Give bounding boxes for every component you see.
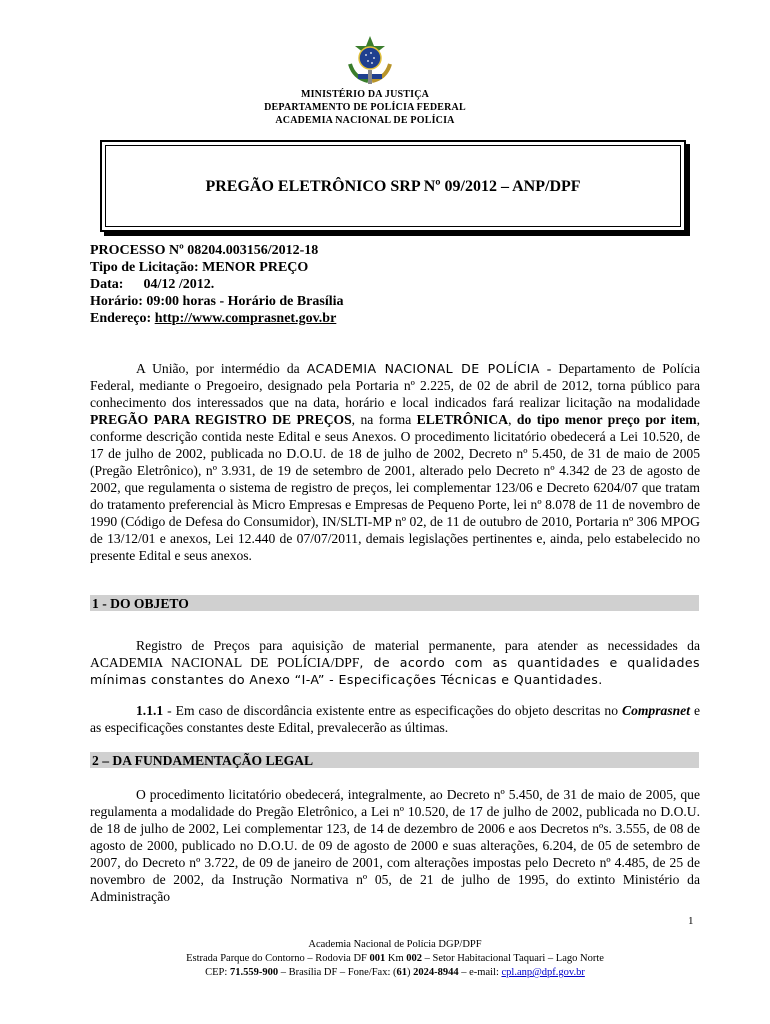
objeto-paragraph: Registro de Preços para aquisição de material permanente, para atender as necessidades da ACADEMIA NACIONAL DE POLÍCIA/DPF, de acordo com as quantidades e qualidades mínimas constantes do Anexo “I-A” - Especificações Técnicas e Quantidades. bbox=[90, 638, 700, 687]
document-title: PREGÃO ELETRÔNICO SRP Nº 09/2012 – ANP/DPF bbox=[205, 178, 581, 195]
header-line-department: DEPARTAMENTO DE POLÍCIA FEDERAL bbox=[264, 102, 466, 113]
modality-name: PREGÃO PARA REGISTRO DE PREÇOS bbox=[90, 412, 352, 427]
section-heading-objeto: 1 - DO OBJETO bbox=[90, 595, 699, 611]
footer-line-3: CEP: 71.559-900 – Brasília DF – Fone/Fax: (61) 2024-8944 – e-mail: cpl.anp@dpf.gov.br bbox=[205, 967, 585, 978]
objeto-item-1-1-1: 1.1.1 - Em caso de discordância existente entre as especificações do objeto descritas no Comprasnet e as especificações constantes deste Edital, prevalecerão as últimas. bbox=[90, 703, 700, 735]
section-heading-fundamentacao: 2 – DA FUNDAMENTAÇÃO LEGAL bbox=[90, 752, 699, 768]
address-label: Endereço: bbox=[90, 311, 155, 326]
fundamentacao-paragraph: O procedimento licitatório obedecerá, integralmente, ao Decreto nº 5.450, de 31 de maio de 2005, que regulamenta a modalidade do Pregão Eletrônico, a Lei nº 10.520, de 17 de julho de 2002, publicada no D.O.U. de 18 de julho de 2002, Lei complementar 123, de 14 de dezembro de 2006 e aos Decretos nºs. 3.555, de 08 de agosto de 2000, publicado no D.O.U. de 09 de agosto de 2000 e suas alterações, 6.204, de 05 de setembro de 2007, do Decreto nº 3.722, de 09 de janeiro de 2001, com alterações impostas pelo Decreto nº 4.485, de 25 de novembro de 2002, da Instrução Normativa nº 05, de 21 de julho de 1995, do extinto Ministério da Administração bbox=[90, 787, 700, 904]
comprasnet-link[interactable]: http://www.comprasnet.gov.br bbox=[154, 311, 337, 326]
title-box bbox=[100, 140, 686, 232]
header-line-ministry: MINISTÉRIO DA JUSTIÇA bbox=[300, 89, 430, 100]
intro-paragraph: A União, por intermédio da ACADEMIA NACIONAL DE POLÍCIA - Departamento de Polícia Federal, mediante o Pregoeiro, designado pela Portaria nº 2.225, de 02 de abril de 2012, torna público para conhecimento dos interessados que na data, horário e local indicados fará realizar licitação na modalidade PREGÃO PARA REGISTRO DE PREÇOS, na forma ELETRÔNICA, do tipo menor preço por item, conforme descrição contida neste Edital e seus Anexos. O procedimento licitatório obedecerá a Lei 10.520, de 17 de julho de 2002, publicada no D.O.U. de 18 de julho de 2002, Decreto nº 5.450, de 31 de maio de 2005 (Pregão Eletrônico), nº 3.931, de 19 de setembro de 2001, alterado pelo Decreto nº 4.342 de 23 de agosto de 2002, que regulamenta o sistema de registro de preços, lei complementar 123/06 e Decreto 6204/07 que tratam do tratamento preferencial às Micro Empresas e Empresas de Pequeno Porte, lei nº 8.078 de 11 de novembro de 1990 (Código de Defesa do Consumidor), IN/SLTI-MP nº 02, de 11 de outubro de 2010, Portaria nº 306 MPOG de 13/12/01 e anexos, Lei 12.440 de 07/07/2011, demais legislações pertinentes e, ainda, pelo estabelecido no presente Edital e seus anexos. bbox=[90, 361, 701, 563]
bid-type-label: Tipo de Licitação bbox=[90, 260, 194, 275]
process-number: PROCESSO Nº 08204.003156/2012-18 bbox=[90, 243, 319, 258]
bid-address bbox=[90, 310, 344, 327]
bid-date bbox=[90, 276, 344, 293]
bid-date-label: Data: bbox=[90, 277, 124, 292]
bid-time: Horário: 09:00 horas - Horário de Brasília bbox=[90, 294, 344, 309]
bid-type-value: : MENOR PREÇO bbox=[193, 260, 309, 275]
comprasnet-term: Comprasnet bbox=[622, 703, 690, 718]
footer-line-2: Estrada Parque do Contorno – Rodovia DF 001 Km 002 – Setor Habitacional Taquari – Lago Norte bbox=[186, 953, 604, 964]
form-electronic: ELETRÔNICA bbox=[416, 412, 509, 427]
bid-date-value: 04/12 /2012. bbox=[143, 277, 215, 292]
footer-line-1: Academia Nacional de Polícia DGP/DPF bbox=[308, 939, 482, 950]
item-number: 1.1.1 bbox=[136, 703, 164, 718]
process-info bbox=[90, 242, 344, 327]
header-line-academy: ACADEMIA NACIONAL DE POLÍCIA bbox=[275, 115, 455, 126]
footer-email-link[interactable]: cpl.anp@dpf.gov.br bbox=[501, 967, 585, 978]
brazil-coat-of-arms-icon bbox=[344, 34, 396, 86]
academy-name: ACADEMIA NACIONAL DE POLÍCIA bbox=[306, 361, 540, 376]
type-lowest-price: do tipo menor preço por item bbox=[516, 412, 697, 427]
header-institution bbox=[0, 88, 730, 127]
page-number: 1 bbox=[688, 915, 694, 927]
bid-type bbox=[90, 259, 344, 276]
